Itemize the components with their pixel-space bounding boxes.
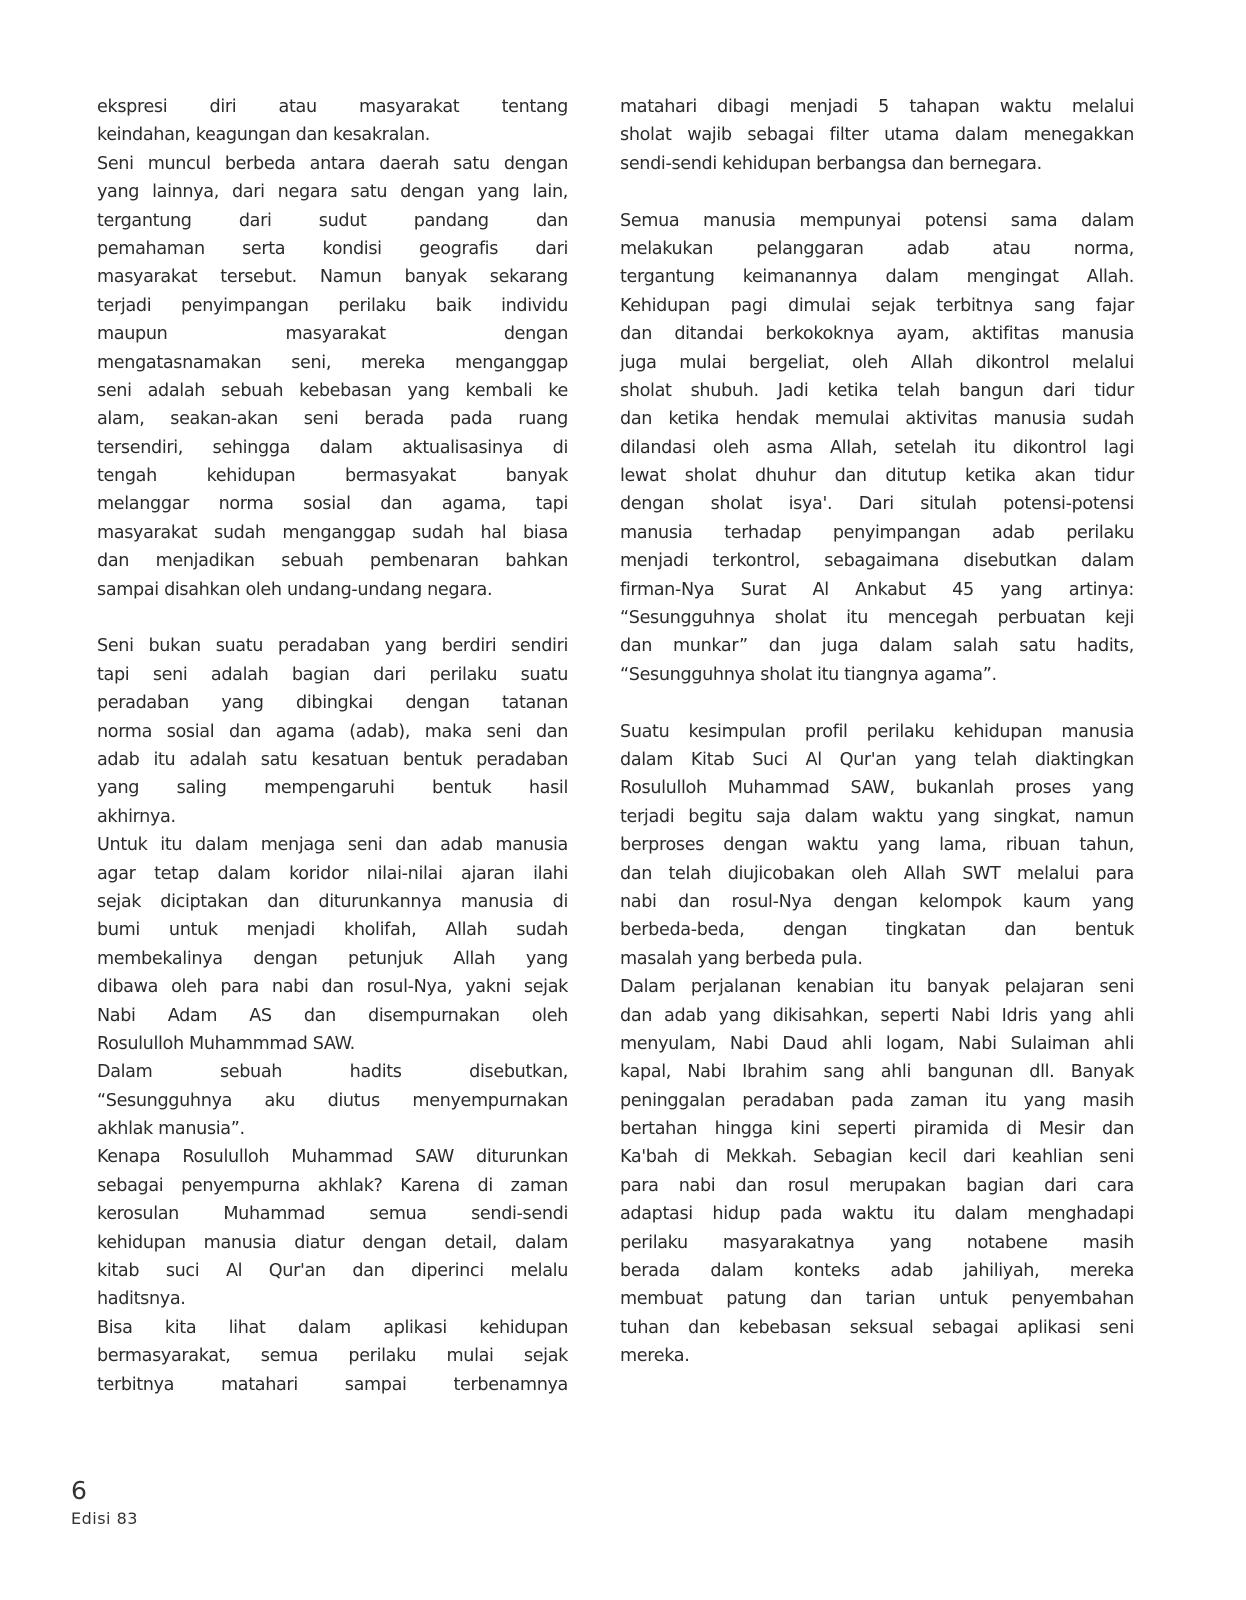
text-line: adab itu adalah satu kesatuan bentuk peradaban [97, 749, 568, 770]
text-line: Seni muncul berbeda antara daerah satu dengan [97, 153, 568, 174]
right-column [620, 93, 1134, 1399]
text-line: agar tetap dalam koridor nilai-nilai ajaran ilahi [97, 863, 568, 884]
text-line: terjadi penyimpangan perilaku baik individu [97, 295, 568, 316]
text-line: akhirnya. [97, 806, 176, 827]
text-line: Kenapa Rosululloh Muhammad SAW diturunkan [97, 1147, 568, 1168]
text-line: bermasyarakat, semua perilaku mulai sejak [97, 1346, 568, 1367]
text-line: berbeda-beda, dengan tingkatan dan bentuk [620, 920, 1134, 941]
text-line: dan telah diujicobakan oleh Allah SWT melalui para [620, 863, 1134, 884]
text-line: Untuk itu dalam menjaga seni dan adab manusia [97, 835, 568, 856]
text-line: tapi seni adalah bagian dari perilaku suatu [97, 664, 568, 685]
text-line: masalah yang berbeda pula. [620, 948, 863, 969]
text-line: alam, seakan-akan seni berada pada ruang [97, 409, 568, 430]
text-line: perilaku masyarakatnya yang notabene masih [620, 1232, 1134, 1253]
text-line: bertahan hingga kini seperti piramida di Mesir dan [620, 1119, 1134, 1140]
text-line: berada dalam konteks adab jahiliyah, mereka [620, 1261, 1134, 1282]
text-line: dengan sholat isya'. Dari situlah potensi-potensi [620, 494, 1134, 515]
text-line: tergantung keimanannya dalam mengingat Allah. [620, 267, 1134, 288]
text-line: sebagai penyempurna akhlak? Karena di zaman [97, 1175, 568, 1196]
text-line: Dalam sebuah hadits disebutkan, [97, 1062, 568, 1083]
text-line: sholat shubuh. Jadi ketika telah bangun dari tidur [620, 380, 1134, 401]
text-line: sampai disahkan oleh undang-undang negara. [97, 579, 493, 600]
text-line: dibawa oleh para nabi dan rosul-Nya, yakni sejak [97, 977, 568, 998]
text-line: “Sesungguhnya sholat itu tiangnya agama”. [620, 664, 997, 685]
text-line: keindahan, keagungan dan kesakralan. [97, 125, 431, 146]
text-line: tersendiri, sehingga dalam aktualisasinya di [97, 437, 568, 458]
text-line: menjadi terkontrol, sebagaimana disebutkan dalam [620, 551, 1134, 572]
left-column [97, 93, 568, 1427]
text-line: membuat patung dan tarian untuk penyembahan [620, 1289, 1134, 1310]
text-line: Semua manusia mempunyai potensi sama dalam [620, 210, 1134, 231]
text-line: bumi untuk menjadi kholifah, Allah sudah [97, 920, 568, 941]
text-line: Rosululloh Muhammad SAW, bukanlah proses yang [620, 778, 1134, 799]
text-line: seni adalah sebuah kebebasan yang kembali ke [97, 380, 568, 401]
text-line: nabi dan rosul-Nya dengan kelompok kaum yang [620, 891, 1134, 912]
text-line: juga mulai bergeliat, oleh Allah dikontrol melalui [620, 352, 1134, 373]
paragraph [97, 632, 568, 1399]
text-line: terbitnya matahari sampai terbenamnya [97, 1374, 568, 1395]
text-line: melakukan pelanggaran adab atau norma, [620, 238, 1134, 259]
text-line: masyarakat sudah menganggap sudah hal biasa [97, 522, 568, 543]
text-line: adaptasi hidup pada waktu itu dalam menghadapi [620, 1204, 1134, 1225]
text-line: Dalam perjalanan kenabian itu banyak pelajaran seni [620, 977, 1134, 998]
text-line: Rosululloh Muhammmad SAW. [97, 1033, 355, 1054]
text-line: peradaban yang dibingkai dengan tatanan [97, 693, 568, 714]
text-line: maupun masyarakat dengan [97, 324, 568, 345]
text-line: sendi-sendi kehidupan berbangsa dan bernegara. [620, 153, 1042, 174]
text-line: lewat sholat dhuhur dan ditutup ketika akan tidur [620, 466, 1134, 487]
text-line: para nabi dan rosul merupakan bagian dari cara [620, 1175, 1134, 1196]
text-line: Kehidupan pagi dimulai sejak terbitnya sang fajar [620, 295, 1134, 316]
text-line: masyarakat tersebut. Namun banyak sekarang [97, 267, 568, 288]
text-line: akhlak manusia”. [97, 1119, 245, 1140]
paragraph [620, 718, 1134, 1371]
text-line: tengah kehidupan bermasyakat banyak [97, 466, 568, 487]
text-line: mengatasnamakan seni, mereka menganggap [97, 352, 568, 373]
text-line: dan munkar” dan juga dalam salah satu hadits, [620, 636, 1134, 657]
text-line: tergantung dari sudut pandang dan [97, 210, 568, 231]
text-line: Seni bukan suatu peradaban yang berdiri sendiri [97, 636, 568, 657]
text-line: matahari dibagi menjadi 5 tahapan waktu melalui [620, 97, 1134, 117]
text-line: Nabi Adam AS dan disempurnakan oleh [97, 1005, 568, 1026]
paragraph [620, 93, 1134, 178]
text-line: norma sosial dan agama (adab), maka seni dan [97, 721, 568, 742]
text-line: yang saling mempengaruhi bentuk hasil [97, 778, 568, 799]
text-line: mereka. [620, 1346, 690, 1367]
text-line: Suatu kesimpulan profil perilaku kehidupan manusia [620, 721, 1134, 742]
text-line: menyulam, Nabi Daud ahli logam, Nabi Sulaiman ahli [620, 1033, 1134, 1054]
text-line: Ka'bah di Mekkah. Sebagian kecil dari keahlian seni [620, 1147, 1134, 1168]
text-line: ekspresi diri atau masyarakat tentang [97, 97, 568, 117]
text-line: tuhan dan kebebasan seksual sebagai aplikasi seni [620, 1317, 1134, 1338]
page-number: 6 [71, 1476, 87, 1505]
text-line: melanggar norma sosial dan agama, tapi [97, 494, 568, 515]
text-line: haditsnya. [97, 1289, 186, 1310]
text-line: terjadi begitu saja dalam waktu yang singkat, namun [620, 806, 1134, 827]
text-line: yang lainnya, dari negara satu dengan yang lain, [97, 182, 568, 203]
text-line: “Sesungguhnya aku diutus menyempurnakan [97, 1090, 568, 1111]
text-line: dan adab yang dikisahkan, seperti Nabi Idris yang ahli [620, 1005, 1134, 1026]
text-line: dalam Kitab Suci Al Qur'an yang telah diaktingkan [620, 749, 1134, 770]
text-line: dan ditandai berkokoknya ayam, aktifitas manusia [620, 324, 1134, 345]
text-line: pemahaman serta kondisi geografis dari [97, 238, 568, 259]
text-line: dan ketika hendak memulai aktivitas manusia sudah [620, 409, 1134, 430]
text-line: kehidupan manusia diatur dengan detail, dalam [97, 1232, 568, 1253]
text-line: kapal, Nabi Ibrahim sang ahli bangunan dll. Banyak [620, 1062, 1134, 1083]
text-line: manusia terhadap penyimpangan adab perilaku [620, 522, 1134, 543]
paragraph [97, 93, 568, 604]
edition-label: Edisi 83 [71, 1509, 138, 1528]
text-line: dan menjadikan sebuah pembenaran bahkan [97, 551, 568, 572]
text-line: firman-Nya Surat Al Ankabut 45 yang artinya: [620, 579, 1134, 600]
text-line: berproses dengan waktu yang lama, ribuan tahun, [620, 835, 1134, 856]
text-line: peninggalan peradaban pada zaman itu yang masih [620, 1090, 1134, 1111]
text-line: Bisa kita lihat dalam aplikasi kehidupan [97, 1317, 568, 1338]
text-line: sholat wajib sebagai filter utama dalam menegakkan [620, 125, 1134, 146]
text-line: kerosulan Muhammad semua sendi-sendi [97, 1204, 568, 1225]
text-line: dilandasi oleh asma Allah, setelah itu dikontrol lagi [620, 437, 1134, 458]
paragraph [620, 207, 1134, 690]
text-line: “Sesungguhnya sholat itu mencegah perbuatan keji [620, 608, 1134, 629]
text-line: membekalinya dengan petunjuk Allah yang [97, 948, 568, 969]
text-line: kitab suci Al Qur'an dan diperinci melalu [97, 1261, 568, 1282]
text-line: sejak diciptakan dan diturunkannya manusia di [97, 891, 568, 912]
